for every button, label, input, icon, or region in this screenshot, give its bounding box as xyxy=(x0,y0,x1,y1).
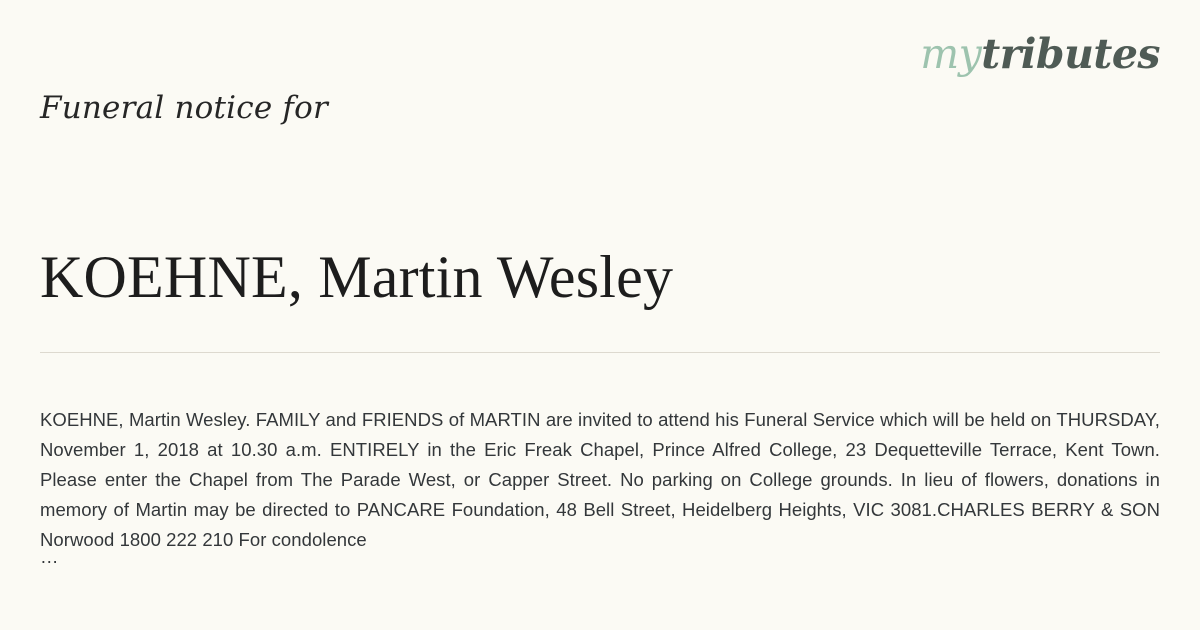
header-divider xyxy=(40,352,1160,353)
notice-truncation-indicator: … xyxy=(40,546,59,567)
notice-kicker: Funeral notice for xyxy=(40,90,328,126)
mytributes-logo[interactable] xyxy=(920,30,1160,78)
logo-tributes-text: tributes xyxy=(981,30,1160,78)
page-title: KOEHNE, Martin Wesley xyxy=(40,244,674,311)
notice-body-text: KOEHNE, Martin Wesley. FAMILY and FRIENDS of MARTIN are invited to attend his Funeral Service which will be held on THURSDAY, November 1, 2018 at 10.30 a.m. ENTIRELY in the Eric Freak Chapel, Prince Alfred College, 23 Dequetteville Terrace, Kent Town. Please enter the Chapel from The Parade West, or Capper Street. No parking on College grounds. In lieu of flowers, donations in memory of Martin may be directed to PANCARE Foundation, 48 Bell Street, Heidelberg Heights, VIC 3081.CHARLES BERRY & SON Norwood 1800 222 210 For condolence xyxy=(40,408,1160,550)
logo-my-text: my xyxy=(920,30,982,78)
